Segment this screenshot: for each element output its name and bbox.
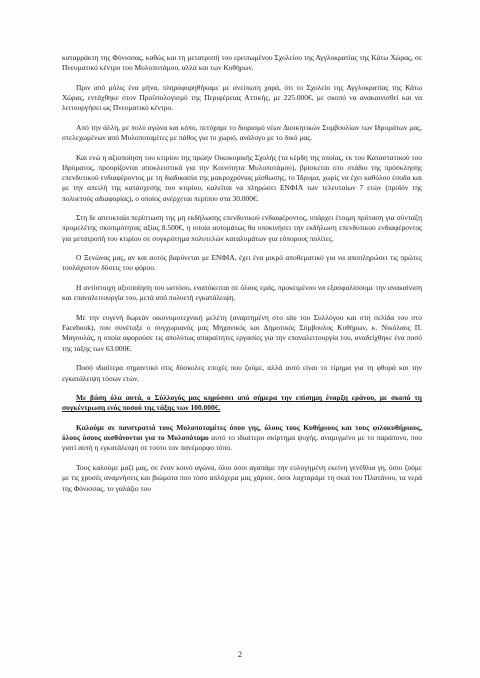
paragraph-5: Στη δε απευκταία περίπτωση της μη εκδήλωσης επενδυτικού ενδιαφέροντος, υπάρχει έτοιμη πρόταση για σύνταξη προμελέτης σκοπιμότητας αξίας 8.500€, η οποία αυτομάτως θα υποκινήσει την εκδήλωση επενδυτικού ενδιαφέροντος για μετατροπή του κτιρίου σε συγκρότημα πολυτελών καταλυμάτων για εύπορους πολίτες. — [62, 213, 422, 243]
paragraph-7: Η αντίστοιχη αξιοποίηση του ωστόσο, εναπόκειται σε όλους εμάς, προκειμένου να εξασφαλίσουμε την ανακαίνιση και επαναλειτουργία του, μετά από πολυετή εγκατάλειψη. — [62, 283, 422, 303]
paragraph-2: Πριν από μόλις ένα μήνα, πληροφορηθήκαμε με ανείπωτη χαρά, ότι το Σχολείο της Αγγλοκρατίας της Κάτω Χώρας, εντάχθηκε στον Προϋπολογισμό της Περιφέρειας Αττικής, με 225.000€, με σκοπό να ανακαινισθεί και να λειτουργήσει ως Πνευματικό κέντρο. — [62, 82, 422, 113]
paragraph-9: Ποσό ιδιαίτερα σημαντικό στις δύσκολες εποχές που ζούμε, αλλά αυτό είναι το τίμημα για τη φθορά και την εγκατάλειψη τόσων ετών. — [62, 363, 422, 383]
paragraph-4: Και ενώ η αξιοποίηση του κτιρίου της πρώην Οικοκυρικής Σχολής (τα κέρδη της οποίας, εκ του Καταστατικού του Ιδρύματος, προορίζονται αποκλειστικά για την Κοινότητα Μυλοποτάμου), βρίσκεται στο στάδιο της πρόσκλησης επενδυτικού ενδιαφέροντος με τη διαδικασία της μακροχρόνιας μίσθωσης, το Ίδρυμα, χωρίς να έχει καθόλου έσοδα και με την απειλή της κατάσχεσης του κτιρίου, καλείται να πληρώσει ΕΝΦΙΑ των τελευταίων 7 ετών (προϊόν της πολυετούς αδιαφορίας), ο οποίος ανέρχεται περίπου στα 30.000€. — [62, 152, 422, 203]
paragraph-3: Από την άλλη, με πολύ αγώνα και κόπο, πετύχαμε το διορισμό νέων Διοικητικών Συμβουλίων των Ιδρυμάτων μας, στελεχωμένων από Μυλοποταμίτες με πάθος για το χωριό, ανάλογο με το δικό μας. — [62, 122, 422, 143]
paragraph-6: Ο Ξενώνας μας, αν και αυτός βαρύνεται με ΕΝΦΙΑ, έχει ένα μικρό αποθεματικό για να αποπληρώσει τις πρώτες τουλάχιστον δόσεις του φόρου. — [62, 253, 422, 273]
paragraph-12: Τους καλούμε μαζί μας, σε έναν κοινό αγώνα, όλοι όσοι αγαπάμε την ευλογημένη εκείνη γενέθλια γη, όσοι ζούμε με τις χρυσές αναμνήσεις και βιώματα που τόσο απλόχερα μας χάρισε, όσοι λαχταράμε τη σκιά του Πλατάνου, τα νερά της Φόνισσας, το γαλάζιο του — [62, 463, 422, 493]
page-number: 2 — [238, 650, 242, 659]
fundraising-announcement: Με βάση όλα αυτά, ο Σύλλογός μας κηρύσσει από σήμερα την επίσημη έναρξη εράνου, με σκοπό τη συγκέντρωση ενός ποσού της τάξης των 100.000€. — [62, 393, 422, 413]
call-to-action-rest: αυτό το ιδιαίτερο σκίρτημα ψυχής, αναμιγμένο με το παράπονο, που γιατί αυτή η εγκατάλειψη σε τούτο τον πανέμορφο τόπο. — [62, 433, 422, 453]
paragraph-8: Με την ευγενή δωρεάν οικονομοτεχνική μελέτη (αναρτημένη στο site του Συλλόγου και στη σελίδα του στο Facebook), που συνέταξε ο συγχωριανός μας Μηχανικός και Δημοτικός Σύμβουλος Κυθήρων, κ. Νικόλαος Π. Μαγουλάς, η οποία αφορούσε τις απολύτως απαραίτητες εργασίες για την επαναλειτουργία του, αναδείχθηκε ένα ποσό της τάξης των 63.000€. — [62, 313, 422, 353]
paragraph-11 — [62, 423, 422, 453]
call-to-action-bold: Καλούμε σε πανστρατιά τους Μυλοποταμίτες όπου γης, όλους τους Κυθήριους και τους φιλοκυθήριους, όλους όσους αισθάνονται για το Μυλοπόταμο — [62, 423, 422, 443]
paragraph-1: καταρράκτη της Φόνισσας, καθώς και τη μετατροπή του ερειπωμένου Σχολείου της Αγγλοκρατίας της Κάτω Χώρας, σε Πνευματικό κέντρο του Μυλοποτάμου, αλλά και των Κυθήρων. — [62, 53, 422, 73]
